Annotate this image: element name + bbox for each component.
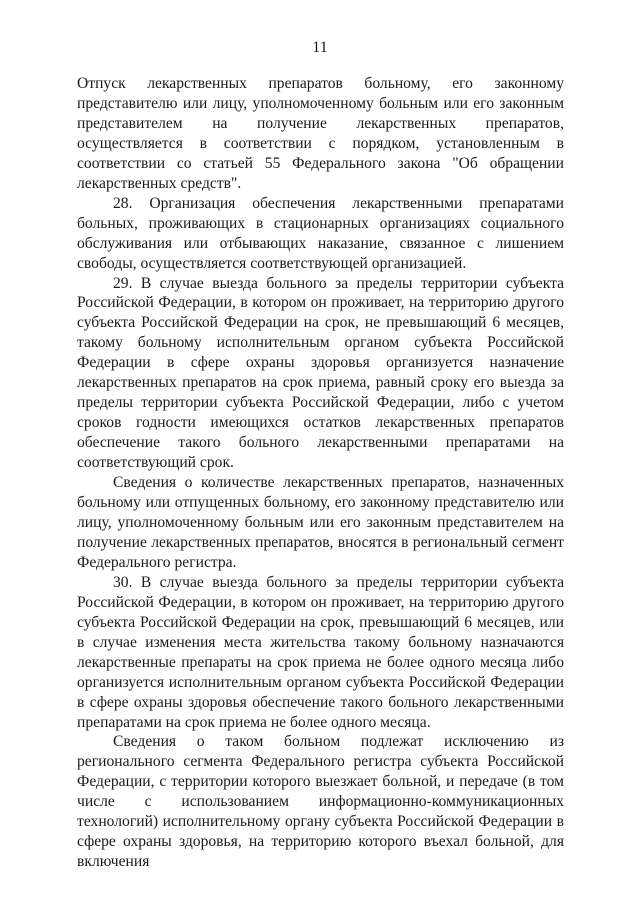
paragraph-continuation: Отпуск лекарственных препаратов больному, его законному представителю или лицу, уполномоченному больным или его законным представителем на получение лекарственных препаратов, осуществляется в соответствии с порядком, установленным в соответствии со статьей 55 Федерального закона "Об обращении лекарственных средств". (77, 75, 564, 192)
page-number: 11 (312, 39, 328, 56)
paragraph-item-29-details: Сведения о количестве лекарственных препаратов, назначенных больному или отпущенных больному, его законному представителю или лицу, уполномоченному больным или его законным представителем на получение лекарственных препаратов, вносятся в региональный сегмент Федерального регистра. (77, 474, 564, 571)
document-body (77, 74, 564, 872)
paragraph-item-29: 29. В случае выезда больного за пределы территории субъекта Российской Федерации, в котором он проживает, на территорию другого субъекта Российской Федерации на срок, не превышающий 6 месяцев, такому больному исполнительным органом субъекта Российской Федерации в сфере охраны здоровья организуется назначение лекарственных препаратов на срок приема, равный сроку его выезда за пределы территории субъекта Российской Федерации, либо с учетом сроков годности имеющихся остатков лекарственных препаратов обеспечение такого больного лекарственными препаратами на соответствующий срок. (77, 274, 564, 472)
paragraph-item-30-details: Сведения о таком больном подлежат исключению из регионального сегмента Федерального регистра субъекта Российской Федерации, с территории которого выезжает больной, и передаче (в том числе с использованием информационно-коммуникационных технологий) исполнительному органу субъекта Российской Федерации в сфере охраны здоровья, на территорию которого въехал больной, для включения (77, 733, 564, 871)
paragraph-item-28: 28. Организация обеспечения лекарственными препаратами больных, проживающих в стационарных организациях социального обслуживания или отбывающих наказание, связанное с лишением свободы, осуществляется соответствующей организацией. (77, 194, 564, 272)
paragraph-item-30: 30. В случае выезда больного за пределы территории субъекта Российской Федерации, в котором он проживает, на территорию другого субъекта Российской Федерации на срок, превышающий 6 месяцев, или в случае изменения места жительства такому больному назначаются лекарственные препараты на срок приема не более одного месяца либо организуется исполнительным органом субъекта Российской Федерации в сфере охраны здоровья обеспечение такого больного лекарственными препаратами на срок приема не более одного месяца. (77, 573, 564, 731)
